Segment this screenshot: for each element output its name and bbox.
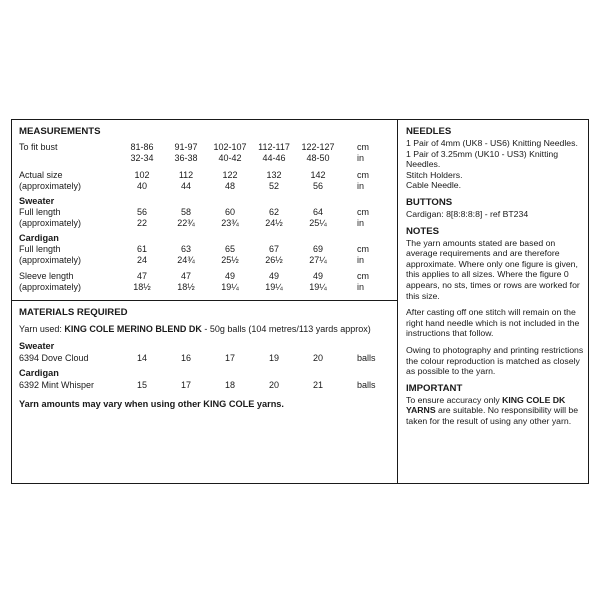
section-divider xyxy=(12,300,397,301)
sleeve-length-label: Sleeve length xyxy=(19,271,74,281)
sleeve-length-sublabel: (approximately) xyxy=(19,281,82,292)
sleeve-in-value: 18½ xyxy=(133,281,151,292)
cardigan-length-in-value: 27¼ xyxy=(309,254,327,265)
actual-cm-value: 142 xyxy=(310,170,326,180)
sweater-balls-value: 16 xyxy=(180,353,191,363)
sleeve-cm-value: 47 xyxy=(180,271,191,281)
actual-in-value: 56 xyxy=(312,180,323,191)
notes-paragraph-2: After casting off one stitch will remain on the right hand needle which is not included in the instructions that follow. xyxy=(406,307,580,339)
bust-in-value: 36-38 xyxy=(174,152,198,163)
cardigan-length-in-value: 24¾ xyxy=(177,254,195,265)
sleeve-in-value: 19¼ xyxy=(309,281,327,292)
sweater-length-cm-value: 62 xyxy=(268,207,279,217)
unit-cm: cm xyxy=(357,142,369,152)
unit-cm: cm xyxy=(357,170,369,180)
unit-in: in xyxy=(357,254,365,265)
actual-in-value: 40 xyxy=(136,180,147,191)
actual-in-value: 44 xyxy=(180,180,191,191)
unit-cm: cm xyxy=(357,244,369,254)
bust-cm-value: 81-86 xyxy=(130,142,154,152)
cardigan-length-cm-value: 67 xyxy=(268,244,279,254)
notes-paragraph-3: Owing to photography and printing restrictions the colour reproduction is matched as closely as possible to the yarn. xyxy=(406,344,584,377)
actual-in-value: 52 xyxy=(268,180,279,191)
buttons-heading: BUTTONS xyxy=(406,196,453,208)
materials-sweater-heading: Sweater xyxy=(19,341,55,351)
bust-in-value: 40-42 xyxy=(218,152,242,163)
unit-cm: cm xyxy=(357,207,369,217)
measurements-heading: MEASUREMENTS xyxy=(19,126,101,137)
bust-cm-value: 122-127 xyxy=(301,142,335,152)
buttons-text: Cardigan: 8[8:8:8:8] - ref BT234 xyxy=(406,208,529,219)
yarn-amount-note: Yarn amounts may vary when using other KING COLE yarns. xyxy=(19,399,284,409)
sweater-heading: Sweater xyxy=(19,196,55,206)
cardigan-balls-value: 17 xyxy=(180,380,191,390)
important-text-pre: To ensure accuracy only xyxy=(406,394,503,405)
unit-balls: balls xyxy=(357,380,376,390)
needles-line-4: Cable Needle. xyxy=(406,180,462,191)
materials-cardigan-heading: Cardigan xyxy=(19,368,59,378)
cardigan-balls-value: 18 xyxy=(224,380,235,390)
sleeve-cm-value: 49 xyxy=(312,271,323,281)
needles-line-1: 1 Pair of 4mm (UK8 - US6) Knitting Needles. xyxy=(406,138,578,148)
cardigan-length-sublabel: (approximately) xyxy=(19,254,82,265)
sleeve-cm-value: 49 xyxy=(224,271,235,281)
sweater-length-cm-value: 64 xyxy=(312,207,323,217)
cardigan-length-cm-value: 61 xyxy=(136,244,147,254)
notes-heading: NOTES xyxy=(406,225,440,237)
cardigan-heading: Cardigan xyxy=(19,233,59,243)
sweater-length-in-value: 22¾ xyxy=(177,217,195,228)
sweater-length-cm-value: 56 xyxy=(136,207,147,217)
yarn-used-prefix: Yarn used: xyxy=(19,324,65,334)
cardigan-length-cm-value: 65 xyxy=(224,244,235,254)
pattern-info-panel xyxy=(11,119,589,484)
sweater-length-in-value: 24½ xyxy=(265,217,283,228)
actual-cm-value: 112 xyxy=(178,170,194,180)
cardigan-balls-value: 21 xyxy=(312,380,323,390)
sweater-balls-value: 19 xyxy=(268,353,279,363)
actual-cm-value: 132 xyxy=(266,170,282,180)
cardigan-length-cm-value: 69 xyxy=(312,244,323,254)
notes-paragraph-1: The yarn amounts stated are based on average requirements and are therefore approximate. Where only one figure is given, this applies to all sizes. Where the figure 0 appears, no sts, times or rows are worked for this size. xyxy=(406,237,580,301)
actual-size-label: Actual size xyxy=(19,170,63,180)
sweater-length-cm-value: 60 xyxy=(224,207,235,217)
bust-in-value: 44-46 xyxy=(262,152,286,163)
unit-in: in xyxy=(357,217,365,228)
unit-in: in xyxy=(357,152,365,163)
actual-size-sublabel: (approximately) xyxy=(19,180,82,191)
sweater-length-label: Full length xyxy=(19,207,61,217)
cardigan-balls-value: 15 xyxy=(136,380,147,390)
important-text-brand: KING COLE DK YARNS xyxy=(406,394,566,416)
yarn-name: KING COLE MERINO BLEND DK xyxy=(64,324,202,334)
cardigan-balls-value: 20 xyxy=(268,380,279,390)
unit-in: in xyxy=(357,180,365,191)
sleeve-in-value: 18½ xyxy=(177,281,195,292)
bust-cm-value: 91-97 xyxy=(174,142,198,152)
cardigan-length-in-value: 25½ xyxy=(221,254,239,265)
unit-balls: balls xyxy=(357,353,376,363)
sweater-length-sublabel: (approximately) xyxy=(19,217,82,228)
sweater-length-in-value: 22 xyxy=(136,217,147,228)
sweater-balls-value: 20 xyxy=(312,353,323,363)
materials-heading: MATERIALS REQUIRED xyxy=(19,307,128,318)
bust-label: To fit bust xyxy=(19,142,58,152)
right-column xyxy=(406,126,586,432)
cardigan-length-in-value: 24 xyxy=(136,254,147,265)
unit-in: in xyxy=(357,281,365,292)
bust-in-value: 48-50 xyxy=(306,152,330,163)
important-text xyxy=(406,395,586,427)
bust-in-value: 32-34 xyxy=(130,152,154,163)
actual-in-value: 48 xyxy=(224,180,235,191)
cardigan-length-label: Full length xyxy=(19,244,61,254)
yarn-used-line xyxy=(19,324,371,334)
sleeve-in-value: 19¼ xyxy=(265,281,283,292)
sleeve-cm-value: 47 xyxy=(136,271,147,281)
column-divider xyxy=(397,120,398,483)
sweater-balls-value: 17 xyxy=(224,353,235,363)
unit-cm: cm xyxy=(357,271,369,281)
sweater-colour: 6394 Dove Cloud xyxy=(19,353,89,363)
sweater-length-cm-value: 58 xyxy=(180,207,191,217)
sweater-length-in-value: 25¼ xyxy=(309,217,327,228)
sleeve-in-value: 19¼ xyxy=(221,281,239,292)
bust-cm-value: 112-117 xyxy=(258,142,290,152)
actual-cm-value: 102 xyxy=(134,170,150,180)
cardigan-length-cm-value: 63 xyxy=(180,244,191,254)
bust-cm-value: 102-107 xyxy=(213,142,247,152)
actual-cm-value: 122 xyxy=(222,170,238,180)
important-heading: IMPORTANT xyxy=(406,382,463,394)
sleeve-cm-value: 49 xyxy=(268,271,279,281)
needles-line-2: 1 Pair of 3.25mm (UK10 - US3) Knitting Needles. xyxy=(406,148,559,170)
sweater-length-in-value: 23¾ xyxy=(221,217,239,228)
cardigan-length-in-value: 26½ xyxy=(265,254,283,265)
yarn-used-suffix: - 50g balls (104 metres/113 yards approx) xyxy=(201,324,371,334)
cardigan-colour: 6392 Mint Whisper xyxy=(19,380,95,390)
needles-line-3: Stitch Holders. xyxy=(406,169,463,180)
sweater-balls-value: 14 xyxy=(136,353,147,363)
important-text-post: are suitable. No responsibility will be taken for the result of using any other yarn. xyxy=(406,405,579,426)
needles-heading: NEEDLES xyxy=(406,126,452,137)
